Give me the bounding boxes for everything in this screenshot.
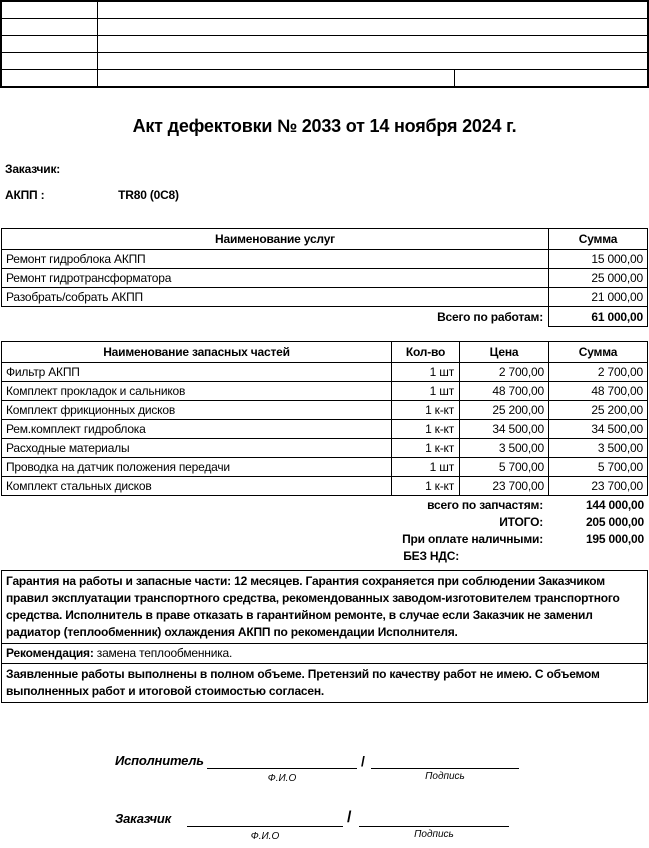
part-price: 25 200,00 [459,401,548,419]
customer-label: Заказчик: [5,162,61,176]
recommendation-block [1,644,648,664]
service-sum: 25 000,00 [548,269,647,287]
header-grid-cell [98,70,455,86]
recommendation-text: замена теплообменника. [93,646,233,660]
part-sum: 23 700,00 [548,477,647,495]
part-name: Комплект фрикционных дисков [6,403,176,417]
no-vat-row [1,547,648,564]
part-row [2,438,647,457]
parts-total-value: 144 000,00 [585,497,644,512]
part-qty: 1 к-кт [391,401,459,419]
customer-slash: / [347,809,352,826]
part-row [2,381,647,400]
part-price: 3 500,00 [459,439,548,457]
part-qty: 1 к-кт [391,420,459,438]
services-header-sum: Сумма [548,229,647,249]
executor-signature-label: Исполнитель [115,753,204,768]
part-row [2,419,647,438]
parts-header-sum: Сумма [548,342,647,362]
service-name: Ремонт гидротрансформатора [6,271,172,285]
part-qty: 1 к-кт [391,477,459,495]
parts-total-label: всего по запчастям: [427,497,543,512]
warranty-block: Гарантия на работы и запасные части: 12 месяцев. Гарантия сохраняется при соблюдении Заказчиком правил эксплуатации транспортного средства, рекомендованных заводом-изготовителем транспортного средства. Исполнитель в праве отказать в гарантийном ремонте, в случае если Заказчик не заменил радиатор (теплообменник) охлаждения АКПП по рекомендации Исполнителя. [1,570,648,644]
part-sum: 25 200,00 [548,401,647,419]
cash-total-label: При оплате наличными: [402,531,543,546]
part-price: 48 700,00 [459,382,548,400]
customer-signature-label: Заказчик [115,811,172,826]
service-row [2,249,647,268]
part-row [2,362,647,381]
services-header-name: Наименование услуг [215,232,335,246]
part-row [2,400,647,419]
part-sum: 3 500,00 [548,439,647,457]
header-grid-row [2,2,647,19]
services-total-label: Всего по работам: [437,310,543,324]
grand-total-value: 205 000,00 [585,514,644,529]
header-grid-cell [98,36,647,52]
parts-header-price: Цена [459,342,548,362]
signatures-section [0,703,649,848]
header-grid-cell [455,70,647,86]
service-sum: 21 000,00 [548,288,647,306]
customer-name-line [187,811,343,827]
customer-sign-caption: Подпись [414,829,454,840]
akpp-field [5,188,649,204]
parts-header-name: Наименование запасных частей [103,345,290,359]
part-price: 34 500,00 [459,420,548,438]
cash-total-row [1,530,648,547]
customer-sign-line [359,811,509,827]
services-total-row [1,307,648,327]
header-grid-cell [98,53,647,69]
service-sum: 15 000,00 [548,250,647,268]
header-grid-cell [2,36,98,52]
executor-slash: / [361,753,365,769]
parts-header-row [2,342,647,362]
executor-sign-caption: Подпись [425,771,465,782]
parts-table [1,341,648,496]
part-qty: 1 шт [391,363,459,381]
recommendation-label: Рекомендация: [6,646,94,660]
acceptance-block: Заявленные работы выполнены в полном объеме. Претензий по качеству работ не имею. С объемом выполненных работ и итоговой стоимостью согласен. [1,664,648,703]
executor-fio-caption: Ф.И.О [267,773,297,784]
akpp-value: TR80 (0С8) [118,188,179,202]
part-sum: 48 700,00 [548,382,647,400]
part-qty: 1 шт [391,382,459,400]
part-name: Фильтр АКПП [6,365,80,379]
part-name: Проводка на датчик положения передачи [6,460,230,474]
part-price: 5 700,00 [459,458,548,476]
part-name: Комплект стальных дисков [6,479,152,493]
grand-total-row [1,513,648,530]
header-grid-cell [2,53,98,69]
services-total-value: 61 000,00 [548,307,648,327]
header-grid-cell [2,2,98,18]
header-grid [0,0,649,88]
part-row [2,476,647,495]
part-sum: 2 700,00 [548,363,647,381]
part-qty: 1 шт [391,458,459,476]
part-price: 2 700,00 [459,363,548,381]
header-grid-row [2,36,647,53]
no-vat-label: БЕЗ НДС: [403,548,459,563]
customer-field [5,162,649,178]
header-grid-cell [98,2,647,18]
part-name: Комплект прокладок и сальников [6,384,186,398]
header-grid-cell [2,19,98,35]
executor-sign-line [371,753,519,769]
services-header-row [2,229,647,249]
services-table [1,228,648,307]
customer-fio-caption: Ф.И.О [250,831,280,842]
header-grid-row [2,19,647,36]
service-row [2,287,647,306]
service-row [2,268,647,287]
part-sum: 5 700,00 [548,458,647,476]
part-qty: 1 к-кт [391,439,459,457]
cash-total-value: 195 000,00 [585,531,644,546]
header-grid-cell [2,70,98,86]
service-name: Разобрать/собрать АКПП [6,290,143,304]
part-name: Расходные материалы [6,441,130,455]
executor-name-line [207,753,357,769]
akpp-label: АКПП : [5,188,45,202]
document-title: Акт дефектовки № 2033 от 14 ноября 2024 г. [132,116,517,136]
parts-total-row [1,496,648,513]
header-grid-row [2,70,647,86]
part-row [2,457,647,476]
parts-header-qty: Кол-во [391,342,459,362]
service-name: Ремонт гидроблока АКПП [6,252,146,266]
part-name: Рем.комплект гидроблока [6,422,146,436]
part-sum: 34 500,00 [548,420,647,438]
header-grid-cell [98,19,647,35]
part-price: 23 700,00 [459,477,548,495]
grand-total-label: ИТОГО: [499,514,543,529]
header-grid-row [2,53,647,70]
